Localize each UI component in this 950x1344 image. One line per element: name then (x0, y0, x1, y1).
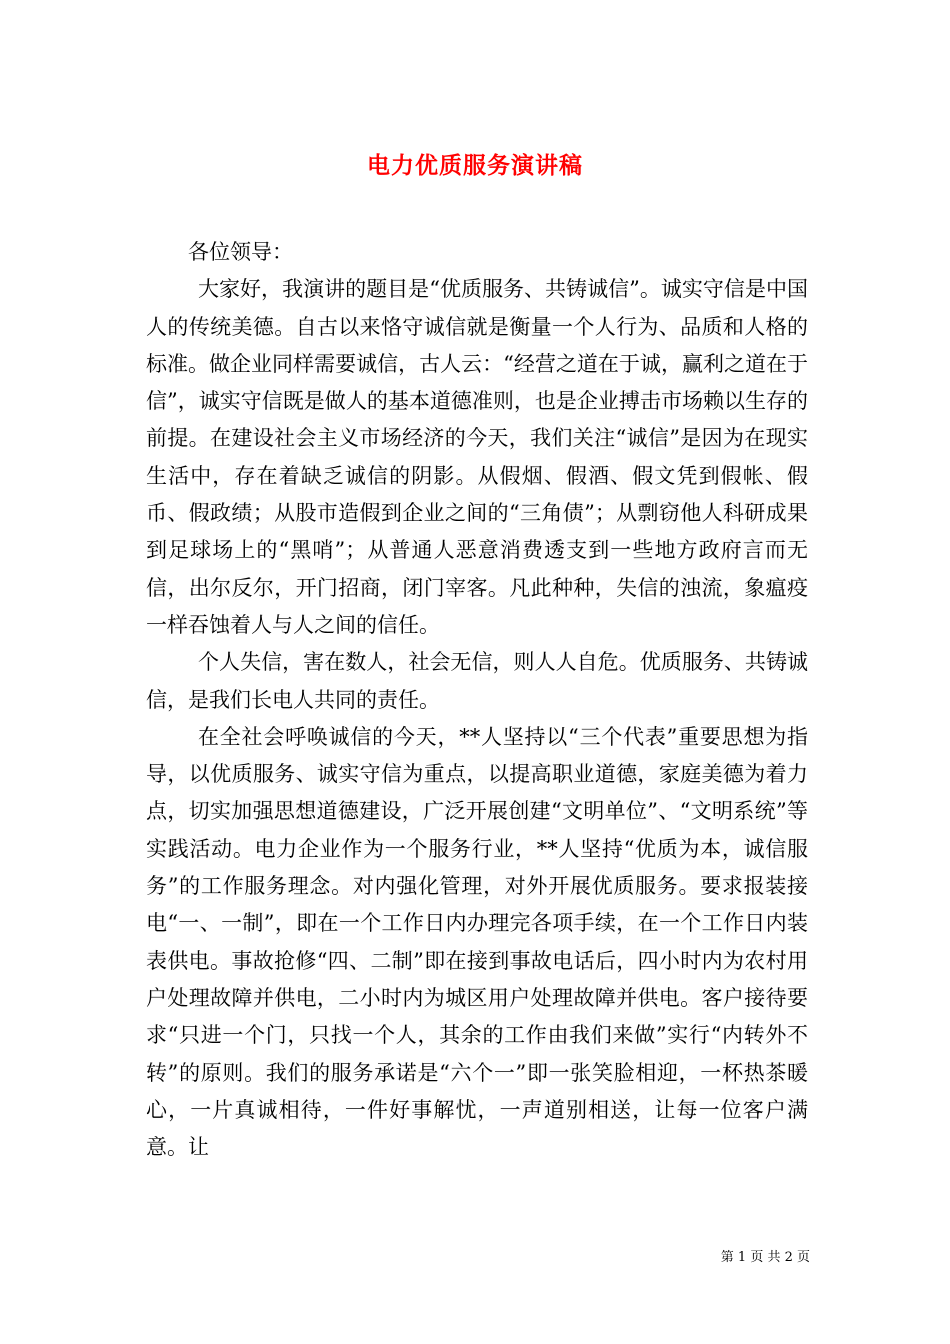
paragraph-3: 在全社会呼唤诚信的今天，**人坚持以“三个代表”重要思想为指导，以优质服务、诚实守信为重点，以提高职业道德，家庭美德为着力点，切实加强思想道德建设，广泛开展创建“文明单位”、“文明系统”等实践活动。电力企业作为一个服务行业，**人坚持“优质为本，诚信服务”的工作服务理念。对内强化管理，对外开展优质服务。要求报装接电“一、一制”，即在一个工作日内办理完各项手续，在一个工作日内装表供电。事故抢修“四、二制”即在接到事故电话后，四小时内为农村用户处理故障并供电，二小时内为城区用户处理故障并供电。客户接待要求“只进一个门，只找一个人，其余的工作由我们来做”实行“内转外不转”的原则。我们的服务承诺是“六个一”即一张笑脸相迎，一杯热茶暖心，一片真诚相待，一件好事解忧，一声道别相送，让每一位客户满意。让 (146, 724, 808, 1160)
salutation: 各位领导： (188, 240, 293, 264)
paragraph-2: 个人失信，害在数人，社会无信，则人人自危。优质服务、共铸诚信，是我们长电人共同的责任。 (146, 650, 808, 712)
document-title: 电力优质服务演讲稿 (367, 153, 583, 180)
paragraph-1: 大家好，我演讲的题目是“优质服务、共铸诚信”。诚实守信是中国人的传统美德。自古以来恪守诚信就是衡量一个人行为、品质和人格的标准。做企业同样需要诚信，古人云：“经营之道在于诚，赢利之道在于信”，诚实守信既是做人的基本道德准则，也是企业搏击市场赖以生存的前提。在建设社会主义市场经济的今天，我们关注“诚信”是因为在现实生活中，存在着缺乏诚信的阴影。从假烟、假酒、假文凭到假帐、假币、假政绩；从股市造假到企业之间的“三角债”；从剽窃他人科研成果到足球场上的“黑哨”；从普通人恶意消费透支到一些地方政府言而无信，出尔反尔，开门招商，闭门宰客。凡此种种，失信的浊流，象瘟疫一样吞蚀着人与人之间的信任。 (146, 277, 808, 637)
document-body (146, 234, 808, 1166)
page-number: 第 1 页 共 2 页 (720, 1250, 810, 1265)
